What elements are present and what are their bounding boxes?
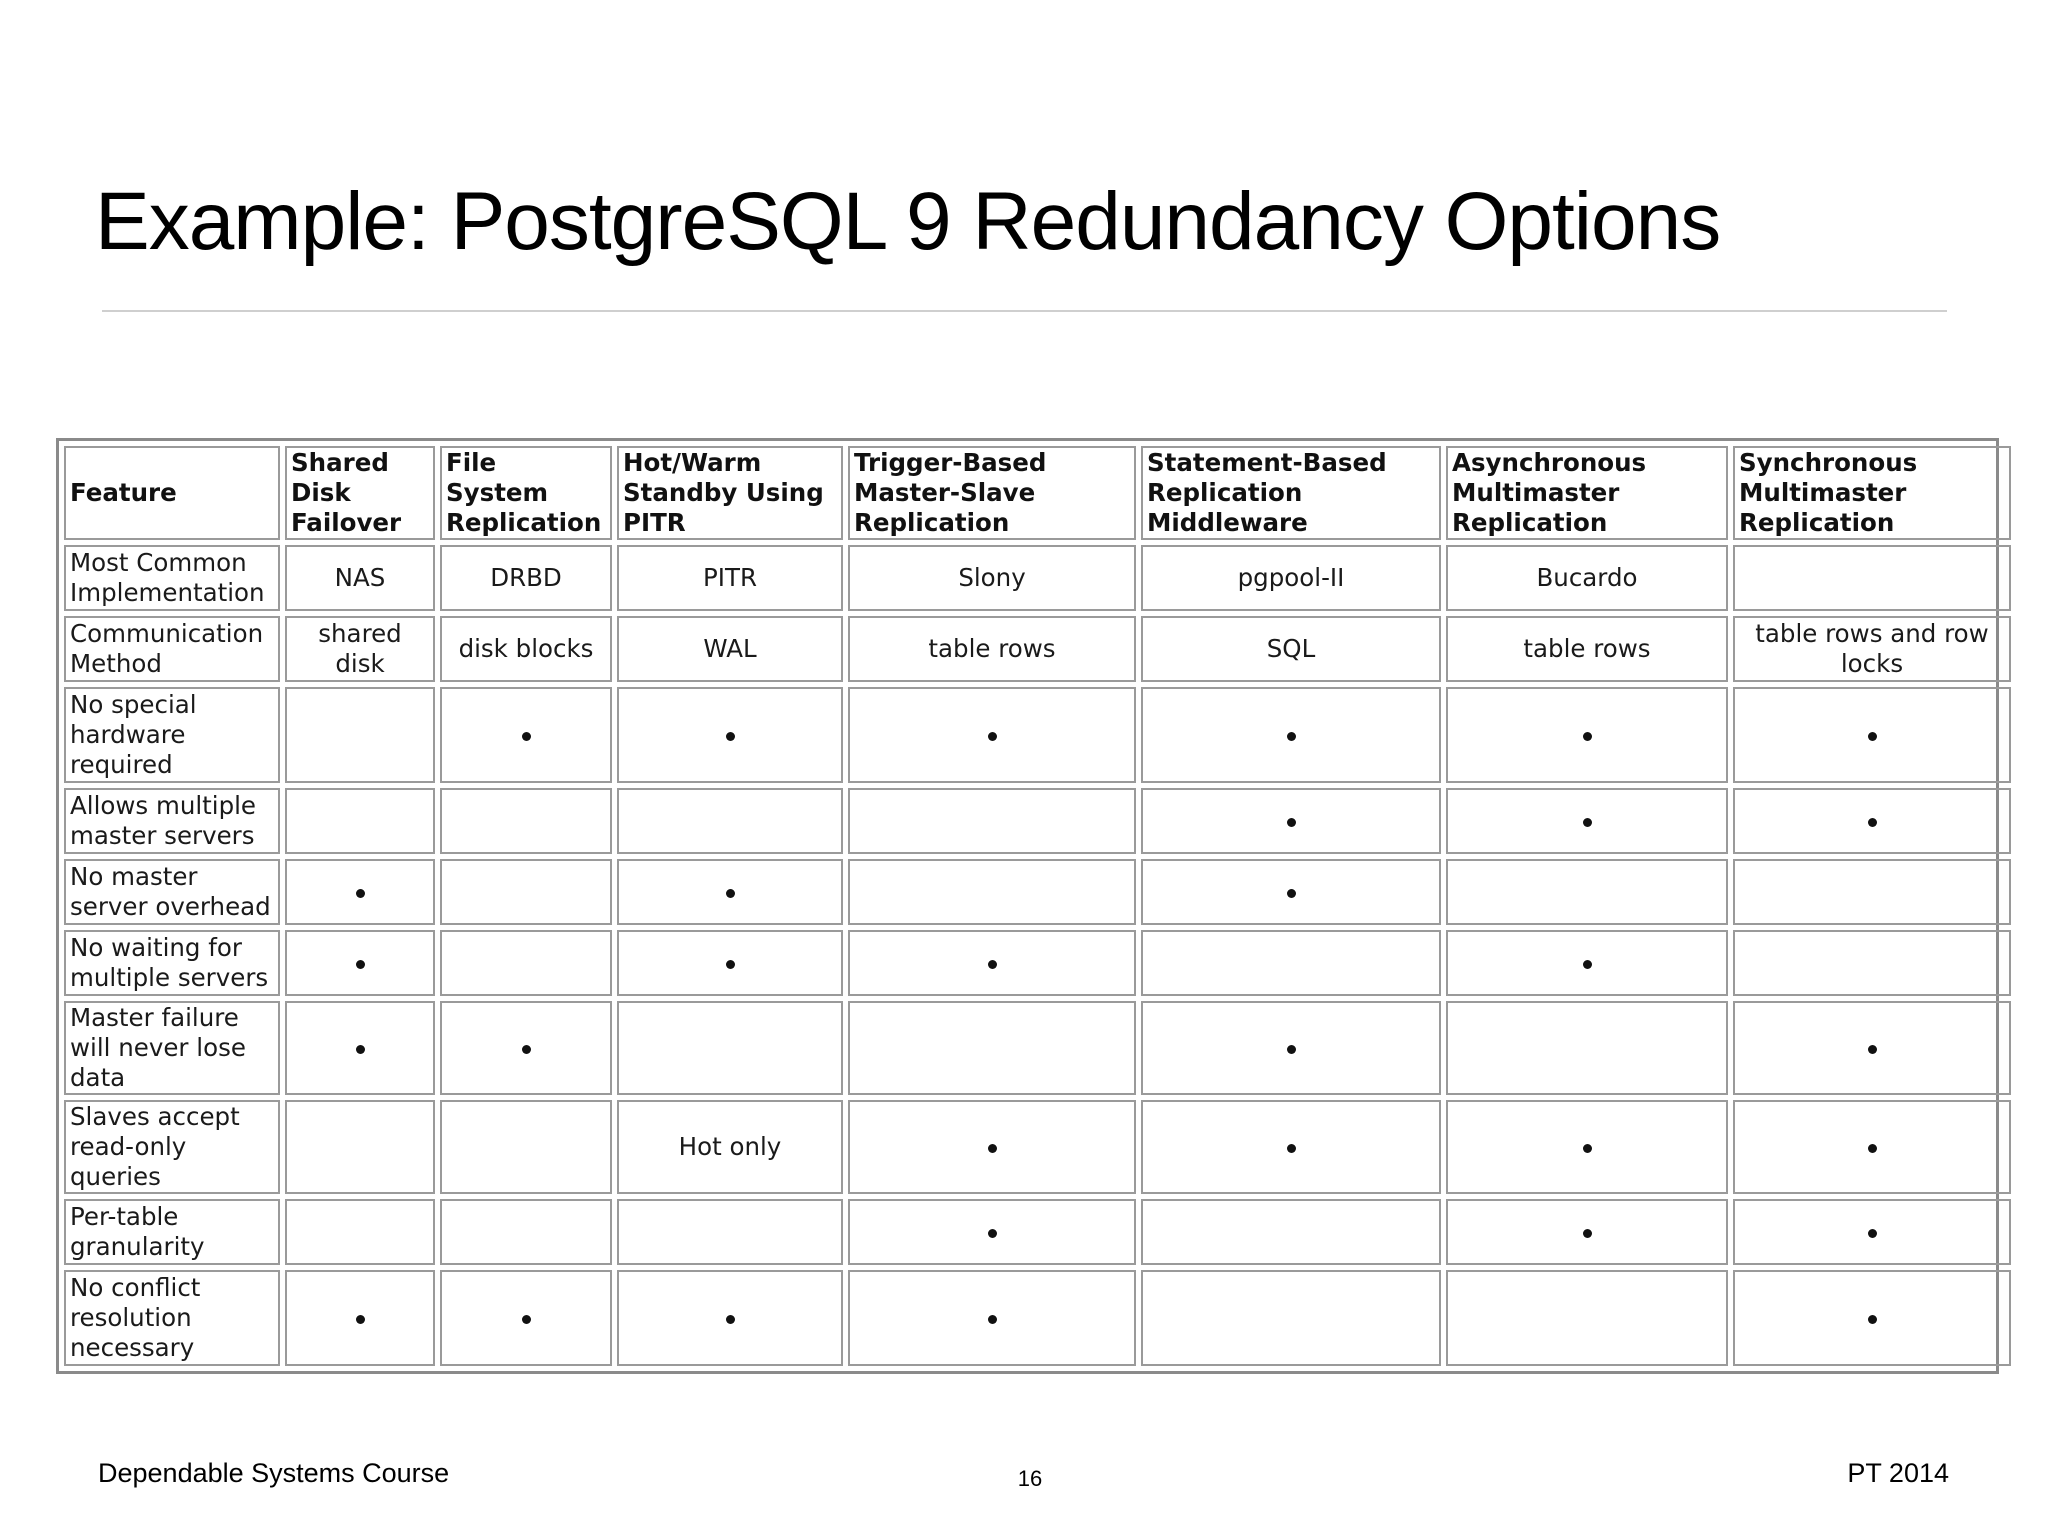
check-cell — [285, 1270, 435, 1366]
empty-cell — [1141, 930, 1441, 996]
value-cell: table rows — [848, 616, 1136, 682]
table-row — [64, 687, 2011, 783]
bullet-dot-icon — [988, 732, 997, 741]
empty-cell — [1446, 1270, 1728, 1366]
column-header: File System Replication — [440, 446, 612, 540]
table-header-row — [64, 446, 2011, 540]
check-cell — [617, 1270, 843, 1366]
check-cell — [617, 930, 843, 996]
feature-label-cell: No master server overhead — [64, 859, 280, 925]
empty-cell — [617, 788, 843, 854]
bullet-dot-icon — [1583, 818, 1592, 827]
check-cell — [848, 1100, 1136, 1194]
empty-cell — [1733, 859, 2011, 925]
table-row — [64, 859, 2011, 925]
empty-cell — [285, 1199, 435, 1265]
column-header: Shared Disk Failover — [285, 446, 435, 540]
check-cell — [1446, 687, 1728, 783]
feature-label-cell: Communication Method — [64, 616, 280, 682]
page-number: 16 — [1017, 1466, 1043, 1491]
bullet-dot-icon — [988, 960, 997, 969]
empty-cell — [848, 788, 1136, 854]
column-header: Hot/Warm Standby Using PITR — [617, 446, 843, 540]
check-cell — [1733, 687, 2011, 783]
check-cell — [1446, 788, 1728, 854]
bullet-dot-icon — [1583, 1144, 1592, 1153]
value-cell: table rows and row locks — [1733, 616, 2011, 682]
table-row — [64, 545, 2011, 611]
check-cell — [1141, 859, 1441, 925]
check-cell — [285, 930, 435, 996]
value-cell: disk blocks — [440, 616, 612, 682]
value-cell: Bucardo — [1446, 545, 1728, 611]
feature-label-cell: Most Common Implementation — [64, 545, 280, 611]
bullet-dot-icon — [1868, 1144, 1877, 1153]
check-cell — [1733, 1001, 2011, 1095]
feature-label-cell: No special hardware required — [64, 687, 280, 783]
bullet-dot-icon — [522, 732, 531, 741]
table-row — [64, 616, 2011, 682]
bullet-dot-icon — [726, 889, 735, 898]
empty-cell — [1733, 930, 2011, 996]
check-cell — [1733, 1270, 2011, 1366]
check-cell — [285, 1001, 435, 1095]
empty-cell — [1733, 545, 2011, 611]
value-cell: Slony — [848, 545, 1136, 611]
column-header: Asynchronous Multimaster Replication — [1446, 446, 1728, 540]
value-cell: DRBD — [440, 545, 612, 611]
bullet-dot-icon — [522, 1315, 531, 1324]
check-cell — [617, 859, 843, 925]
bullet-dot-icon — [1287, 732, 1296, 741]
empty-cell — [285, 1100, 435, 1194]
value-cell: PITR — [617, 545, 843, 611]
bullet-dot-icon — [726, 1315, 735, 1324]
empty-cell — [617, 1199, 843, 1265]
value-cell: SQL — [1141, 616, 1441, 682]
feature-label-cell: Allows multiple master servers — [64, 788, 280, 854]
bullet-dot-icon — [356, 1315, 365, 1324]
bullet-dot-icon — [1287, 889, 1296, 898]
feature-label-cell: No waiting for multiple servers — [64, 930, 280, 996]
table-row — [64, 788, 2011, 854]
check-cell — [1733, 788, 2011, 854]
table-row — [64, 930, 2011, 996]
check-cell — [1141, 1001, 1441, 1095]
value-cell: NAS — [285, 545, 435, 611]
bullet-dot-icon — [1583, 960, 1592, 969]
empty-cell — [1141, 1199, 1441, 1265]
bullet-dot-icon — [356, 960, 365, 969]
feature-label-cell: Slaves accept read-only queries — [64, 1100, 280, 1194]
column-header: Trigger-Based Master-Slave Replication — [848, 446, 1136, 540]
empty-cell — [285, 687, 435, 783]
bullet-dot-icon — [1868, 1045, 1877, 1054]
check-cell — [848, 1199, 1136, 1265]
empty-cell — [1141, 1270, 1441, 1366]
value-cell: table rows — [1446, 616, 1728, 682]
empty-cell — [848, 859, 1136, 925]
title-divider — [102, 310, 1947, 312]
check-cell — [848, 1270, 1136, 1366]
check-cell — [1446, 1199, 1728, 1265]
empty-cell — [285, 788, 435, 854]
check-cell — [1141, 1100, 1441, 1194]
bullet-dot-icon — [1287, 1045, 1296, 1054]
bullet-dot-icon — [726, 960, 735, 969]
empty-cell — [440, 1100, 612, 1194]
check-cell — [1141, 788, 1441, 854]
bullet-dot-icon — [356, 889, 365, 898]
feature-label-cell: No conflict resolution necessary — [64, 1270, 280, 1366]
column-header-feature: Feature — [64, 446, 280, 540]
bullet-dot-icon — [1583, 1229, 1592, 1238]
bullet-dot-icon — [1868, 732, 1877, 741]
check-cell — [848, 930, 1136, 996]
table-row — [64, 1270, 2011, 1366]
value-cell: WAL — [617, 616, 843, 682]
bullet-dot-icon — [726, 732, 735, 741]
column-header: Statement-Based Replication Middleware — [1141, 446, 1441, 540]
check-cell — [848, 687, 1136, 783]
check-cell — [440, 1270, 612, 1366]
redundancy-comparison-table — [59, 441, 2016, 1371]
value-cell: pgpool-II — [1141, 545, 1441, 611]
table-row — [64, 1199, 2011, 1265]
bullet-dot-icon — [1868, 818, 1877, 827]
footer-course-name: Dependable Systems Course — [98, 1458, 450, 1488]
check-cell — [617, 687, 843, 783]
empty-cell — [440, 788, 612, 854]
check-cell — [1141, 687, 1441, 783]
check-cell — [440, 687, 612, 783]
empty-cell — [1446, 859, 1728, 925]
check-cell — [1446, 1100, 1728, 1194]
empty-cell — [617, 1001, 843, 1095]
feature-label-cell: Master failure will never lose data — [64, 1001, 280, 1095]
check-cell — [1733, 1199, 2011, 1265]
bullet-dot-icon — [1287, 1144, 1296, 1153]
bullet-dot-icon — [988, 1315, 997, 1324]
table-body — [64, 545, 2011, 1366]
slide-title: Example: PostgreSQL 9 Redundancy Options — [95, 176, 1721, 267]
bullet-dot-icon — [356, 1045, 365, 1054]
feature-label-cell: Per-table granularity — [64, 1199, 280, 1265]
bullet-dot-icon — [1868, 1315, 1877, 1324]
bullet-dot-icon — [988, 1144, 997, 1153]
table-row — [64, 1100, 2011, 1194]
table-row — [64, 1001, 2011, 1095]
empty-cell — [440, 859, 612, 925]
comparison-table-frame — [56, 438, 1999, 1374]
check-cell — [1733, 1100, 2011, 1194]
empty-cell — [848, 1001, 1136, 1095]
check-cell — [285, 859, 435, 925]
check-cell — [1446, 930, 1728, 996]
bullet-dot-icon — [522, 1045, 531, 1054]
empty-cell — [440, 930, 612, 996]
bullet-dot-icon — [1287, 818, 1296, 827]
value-cell: Hot only — [617, 1100, 843, 1194]
bullet-dot-icon — [1583, 732, 1592, 741]
column-header: Synchronous Multimaster Replication — [1733, 446, 2011, 540]
empty-cell — [1446, 1001, 1728, 1095]
bullet-dot-icon — [988, 1229, 997, 1238]
empty-cell — [440, 1199, 612, 1265]
bullet-dot-icon — [1868, 1229, 1877, 1238]
footer-author-year: PT 2014 — [1847, 1458, 1949, 1488]
check-cell — [440, 1001, 612, 1095]
value-cell: shared disk — [285, 616, 435, 682]
